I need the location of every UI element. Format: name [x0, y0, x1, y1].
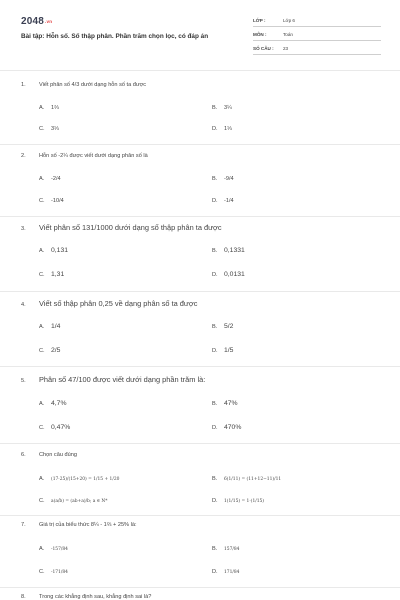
q3-option-a-text: 0,131	[51, 247, 69, 254]
q4-option-b-text: 5/2	[224, 323, 234, 330]
q6-option-b-text: 6(1/11) = (11+12−11)/11	[224, 477, 282, 482]
q2-option-c-text: -10/4	[51, 198, 64, 204]
q5-option-c[interactable]	[39, 425, 70, 432]
q6-option-d[interactable]	[212, 498, 264, 505]
q1-option-b-text: 3¼	[224, 105, 232, 111]
meta-count-row	[253, 44, 381, 55]
q5-option-b-letter: B.	[212, 401, 218, 407]
question-divider	[0, 443, 400, 444]
question-8-label: Trong các khẳng định sau, khẳng định sai là?	[39, 594, 152, 600]
meta-class-key: LỚP :	[253, 18, 266, 23]
q5-option-a[interactable]	[39, 401, 67, 408]
q2-option-b[interactable]	[212, 177, 234, 183]
q3-option-d-text: 0,0131	[224, 271, 245, 278]
q3-option-c-text: 1,31	[51, 271, 65, 278]
question-2-label: Hỗn số -2¼ được viết dưới dạng phân số là	[39, 153, 148, 159]
q3-option-d[interactable]	[212, 272, 245, 279]
header-divider	[0, 70, 400, 71]
q6-option-b-letter: B.	[212, 476, 218, 482]
question-divider	[0, 366, 400, 367]
q5-option-c-letter: C.	[39, 425, 45, 431]
q4-option-d[interactable]	[212, 348, 233, 355]
question-5-text	[21, 376, 205, 385]
q5-option-d-text: 470%	[224, 424, 242, 431]
q1-option-a-letter: A.	[39, 105, 45, 111]
q2-option-c[interactable]	[39, 199, 64, 205]
page-title: Bài tập: Hỗn số. Số thập phân. Phần trăm chọn lọc, có đáp án	[21, 33, 209, 40]
q7-option-c-letter: C.	[39, 569, 45, 575]
q7-option-c-text: -171/84	[51, 570, 68, 575]
question-4-number: 4.	[21, 302, 26, 308]
question-divider	[0, 144, 400, 145]
question-5-number: 5.	[21, 378, 26, 384]
question-1-text	[21, 83, 146, 89]
question-4-label: Viết số thập phân 0,25 về dạng phân số ta được	[39, 299, 198, 308]
q1-option-c-text: 3⅓	[51, 126, 59, 132]
meta-class-row	[253, 16, 381, 27]
q3-option-c-letter: C.	[39, 272, 45, 278]
question-3-text	[21, 224, 222, 233]
question-3-number: 3.	[21, 226, 26, 232]
q4-option-c-letter: C.	[39, 348, 45, 354]
q5-option-b[interactable]	[212, 401, 238, 408]
q5-option-c-text: 0,47%	[51, 424, 71, 431]
q3-option-a-letter: A.	[39, 248, 45, 254]
q4-option-d-letter: D.	[212, 348, 218, 354]
q6-option-a-text: (17·25)/(15+20) = 1/15 + 1/20	[51, 477, 120, 482]
q2-option-d-text: -1/4	[224, 198, 234, 204]
q7-option-a[interactable]	[39, 546, 68, 553]
q4-option-b[interactable]	[212, 324, 233, 331]
question-2-text	[21, 154, 148, 160]
question-3-label: Viết phân số 131/1000 dưới dạng số thập phân ta được	[39, 223, 222, 232]
q7-option-b-letter: B.	[212, 546, 218, 552]
q6-option-b[interactable]	[212, 476, 281, 483]
question-8-text	[21, 595, 151, 600]
q4-option-c[interactable]	[39, 348, 60, 355]
q2-option-a[interactable]	[39, 177, 61, 183]
question-1-label: Viết phân số 4/3 dưới dạng hỗn số ta được	[39, 82, 147, 88]
q1-option-c-letter: C.	[39, 126, 45, 132]
q6-option-c-letter: C.	[39, 498, 45, 504]
meta-subject-value: Toán	[283, 32, 293, 37]
question-1-number: 1.	[21, 82, 26, 88]
q1-option-b-letter: B.	[212, 105, 218, 111]
q1-option-c[interactable]	[39, 127, 59, 133]
q5-option-d[interactable]	[212, 425, 241, 432]
q3-option-c[interactable]	[39, 272, 64, 279]
q3-option-b-text: 0,1331	[224, 247, 245, 254]
question-5-label: Phân số 47/100 được viết dưới dạng phần trăm là:	[39, 375, 206, 384]
q7-option-d-text: 171/84	[224, 570, 240, 575]
q4-option-c-text: 2/5	[51, 347, 61, 354]
q6-option-d-text: 1(1/15) = 1·(1/15)	[224, 499, 265, 504]
logo-text: 2048	[21, 16, 45, 27]
q1-option-a-text: 1⅔	[51, 105, 59, 111]
meta-subject-key: MÔN :	[253, 32, 267, 37]
q7-option-c[interactable]	[39, 569, 68, 576]
question-2-number: 2.	[21, 153, 26, 159]
q4-option-a-text: 1/4	[51, 323, 61, 330]
q7-option-b-text: 157/84	[224, 547, 240, 552]
worksheet-header	[0, 0, 400, 70]
question-divider	[0, 587, 400, 588]
q4-option-b-letter: B.	[212, 324, 218, 330]
question-7-number: 7.	[21, 522, 26, 528]
q2-option-a-text: -2/4	[51, 176, 61, 182]
q2-option-b-text: -9/4	[224, 176, 234, 182]
question-6-number: 6.	[21, 452, 26, 458]
question-6-text	[21, 453, 77, 459]
q2-option-d-letter: D.	[212, 198, 218, 204]
meta-subject-row	[253, 30, 381, 41]
q6-option-a[interactable]	[39, 476, 119, 483]
q2-option-c-letter: C.	[39, 198, 45, 204]
q1-option-d[interactable]	[212, 127, 232, 133]
q3-option-a[interactable]	[39, 248, 68, 255]
q7-option-d-letter: D.	[212, 569, 218, 575]
q6-option-c[interactable]	[39, 498, 107, 505]
q7-option-d[interactable]	[212, 569, 239, 576]
q2-option-a-letter: A.	[39, 176, 45, 182]
q2-option-b-letter: B.	[212, 176, 218, 182]
q3-option-b-letter: B.	[212, 248, 218, 254]
question-4-text	[21, 300, 197, 309]
question-divider	[0, 216, 400, 217]
q1-option-d-letter: D.	[212, 126, 218, 132]
meta-count-value: 23	[283, 46, 289, 51]
question-7-text	[21, 523, 137, 529]
q3-option-d-letter: D.	[212, 272, 218, 278]
q4-option-d-text: 1/5	[224, 347, 234, 354]
q7-option-b[interactable]	[212, 546, 239, 553]
q2-option-d[interactable]	[212, 199, 234, 205]
q1-option-b[interactable]	[212, 106, 232, 112]
q1-option-a[interactable]	[39, 106, 59, 112]
q5-option-b-text: 47%	[224, 400, 238, 407]
q6-option-d-letter: D.	[212, 498, 218, 504]
q3-option-b[interactable]	[212, 248, 245, 255]
q6-option-c-text: a(a/b) = (ab+a)/b; a ∈ N*	[51, 499, 108, 504]
q1-option-d-text: 1⅓	[224, 126, 232, 132]
question-7-label: Giá trị của biểu thức 8¼ - 1⅔ + 25% là:	[39, 522, 137, 528]
question-8-number: 8.	[21, 594, 26, 600]
q5-option-a-letter: A.	[39, 401, 45, 407]
q4-option-a-letter: A.	[39, 324, 45, 330]
q7-option-a-letter: A.	[39, 546, 45, 552]
meta-class-value: Lớp 6	[283, 18, 295, 23]
q6-option-a-letter: A.	[39, 476, 45, 482]
question-divider	[0, 291, 400, 292]
q5-option-a-text: 4,7%	[51, 400, 67, 407]
q4-option-a[interactable]	[39, 324, 60, 331]
q5-option-d-letter: D.	[212, 425, 218, 431]
meta-count-key: SỐ CÂU :	[253, 46, 274, 51]
question-divider	[0, 515, 400, 516]
site-logo[interactable]	[21, 16, 52, 27]
question-6-label: Chọn câu đúng	[39, 452, 77, 458]
logo-suffix: .vn	[45, 19, 53, 24]
q7-option-a-text: -157/84	[51, 547, 68, 552]
